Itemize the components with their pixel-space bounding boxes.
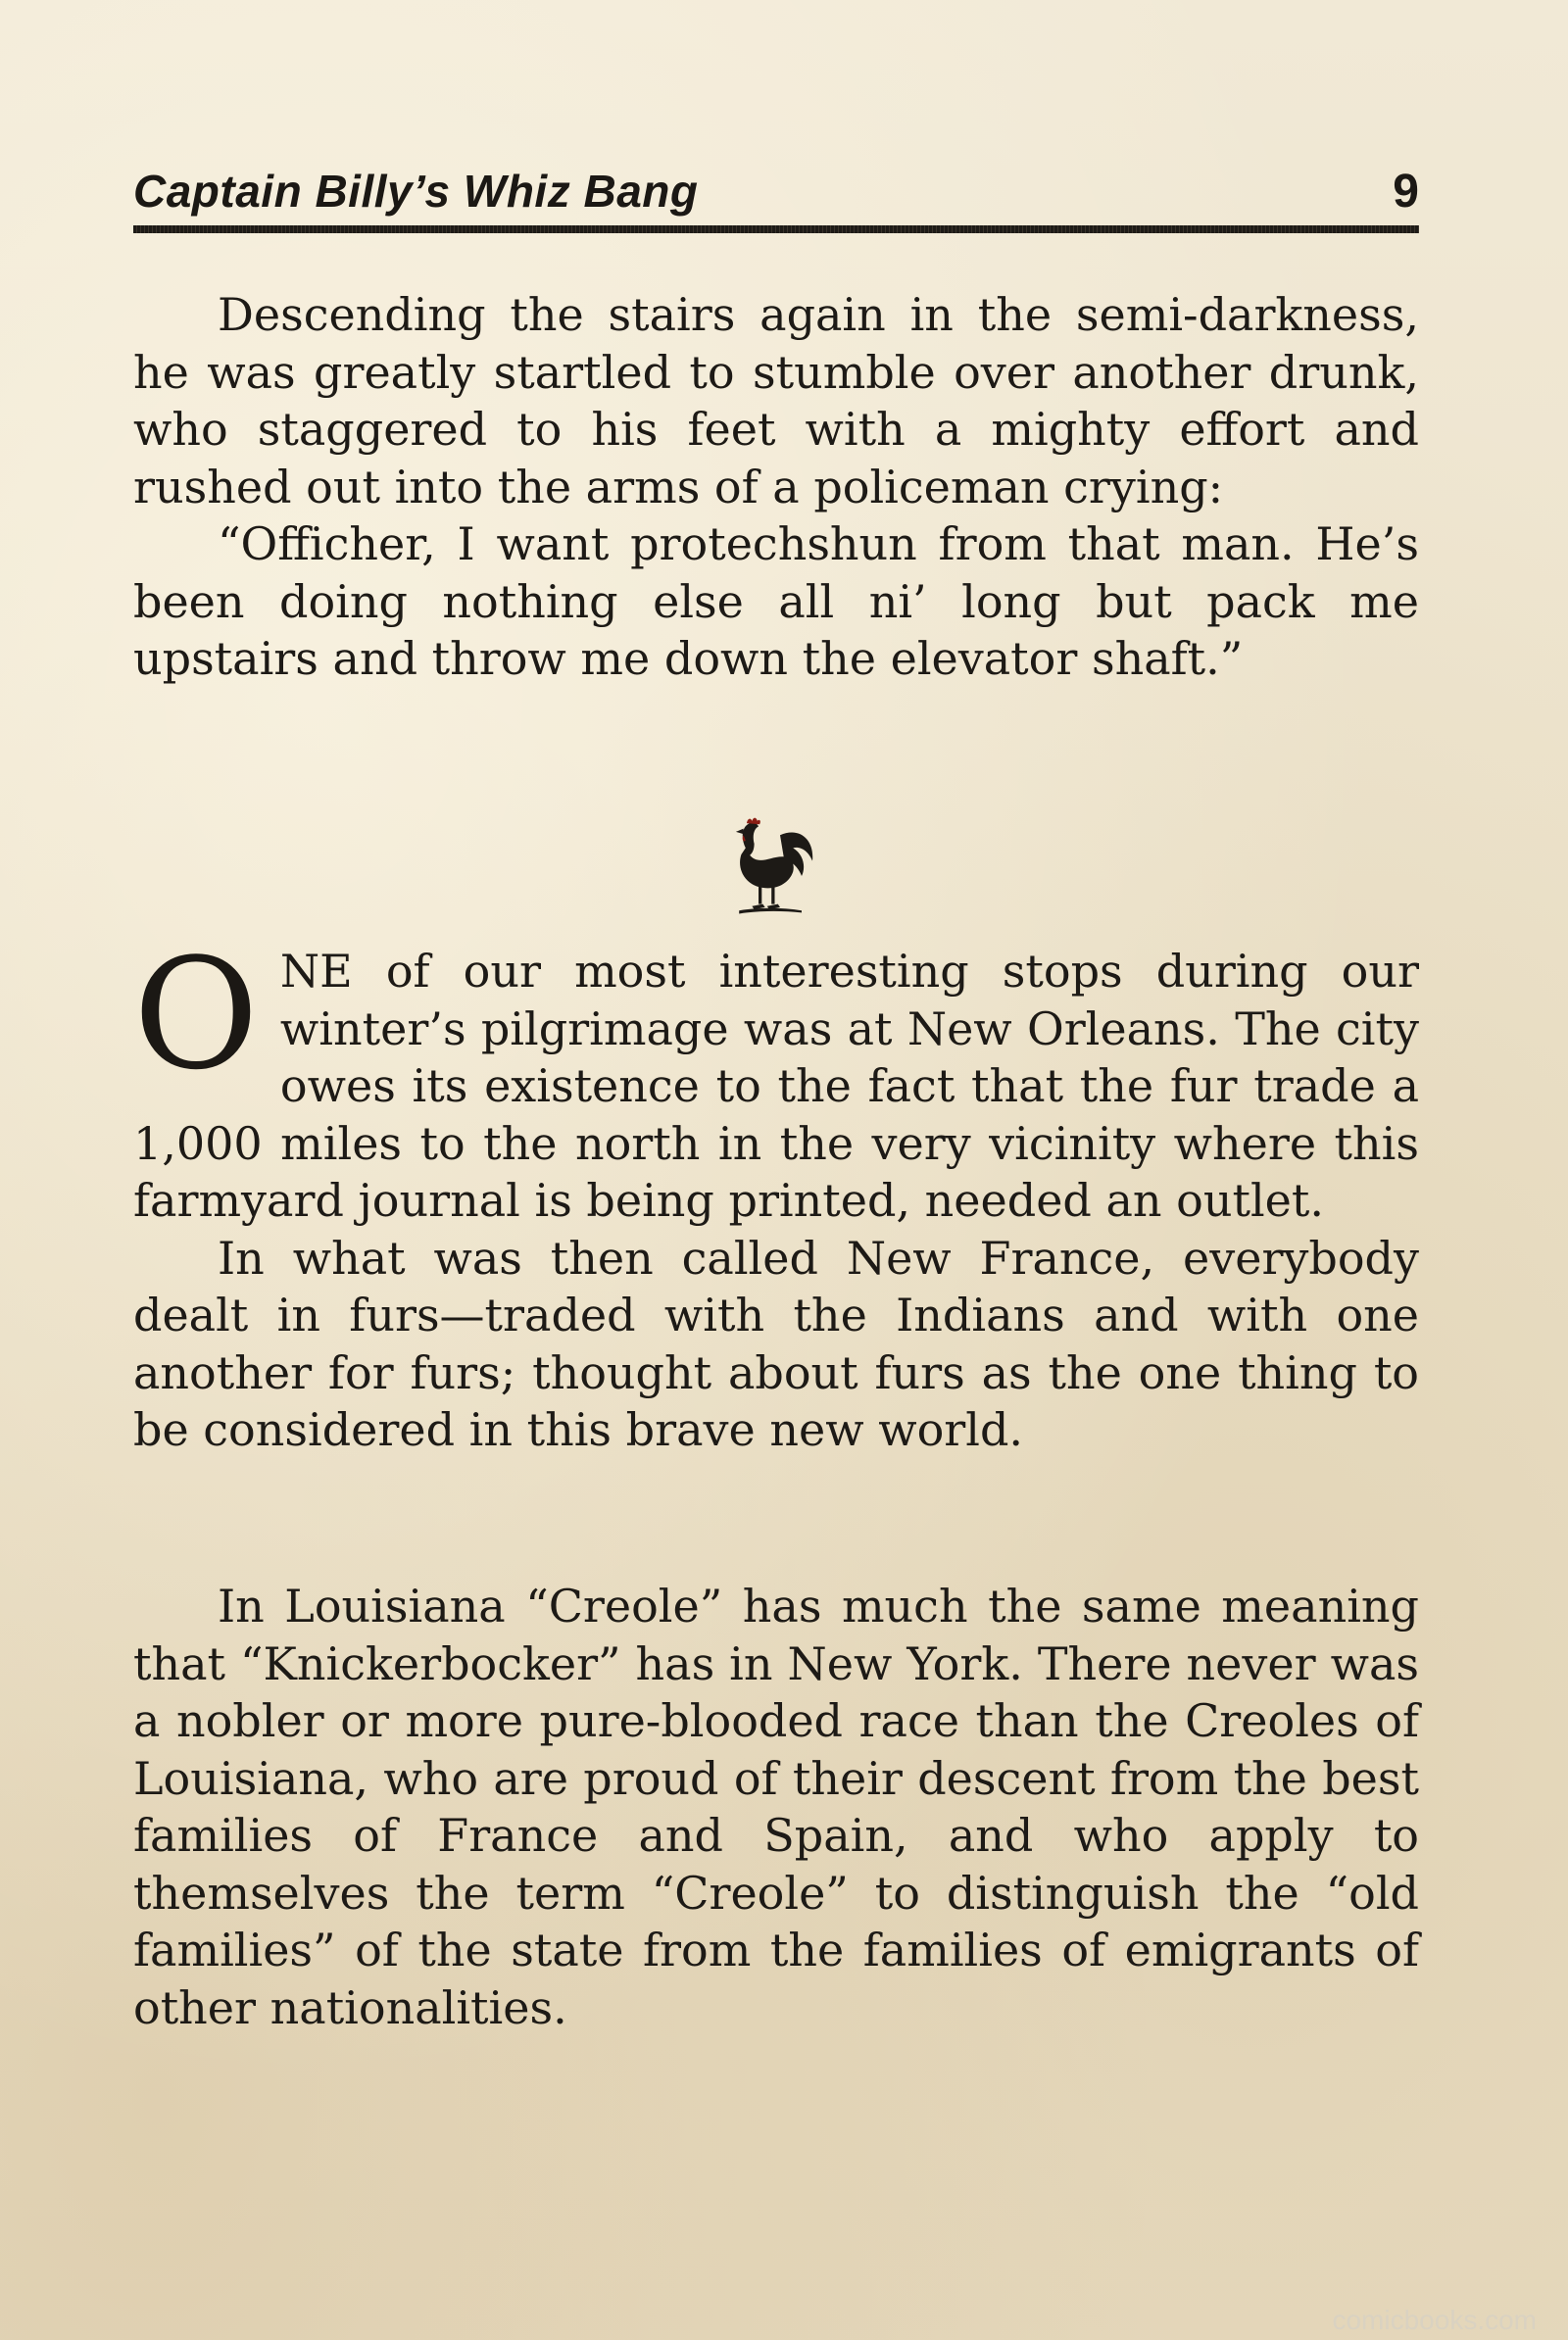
paragraph: Descending the stairs again in the semi-darkness, he was greatly startled to stumble over another drunk, who staggered to his feet with a mighty effort and rushed out into the arms of a policeman crying: [133, 288, 1419, 513]
rooster-icon [715, 811, 823, 919]
paragraph-text: NE of our most interesting stops during our winter’s pilgrimage was at New Orleans. The city owes its existence to the fact that the fur trade a 1,000 miles to the north in the very vicinity where this farmyard journal is being printed, needed an outlet. [133, 945, 1419, 1227]
header-rule [133, 225, 1419, 233]
article-drunk-story [133, 286, 1419, 688]
drop-cap: O [133, 925, 259, 1103]
paragraph: In Louisiana “Creole” has much the same meaning that “Knickerbocker” has in New York. There never was a nobler or more pure-blooded race than the Creoles of Louisiana, who are proud of their descent from the best families of France and Spain, and who apply to themselves the term “Creole” to distinguish the “old families” of the state from the families of emigrants of other nationalities. [133, 1580, 1419, 2034]
running-title: Captain Billy’s Whiz Bang [133, 166, 699, 217]
article-creole [133, 1578, 1419, 2036]
paragraph: In what was then called New France, everybody dealt in furs—traded with the Indians and with one another for furs; thought about furs as the one thing to be considered in this brave new world. [133, 1231, 1419, 1456]
watermark: comicbooks.com [1332, 2305, 1537, 2335]
paragraph: “Officher, I want protechshun from that man. He’s been doing nothing else all ni’ long but pack me upstairs and throw me down the elevator shaft.” [133, 517, 1419, 685]
paragraph [133, 925, 1419, 1230]
article-new-orleans [133, 925, 1419, 1459]
page-number: 9 [1393, 166, 1419, 218]
page-header [133, 165, 1419, 223]
